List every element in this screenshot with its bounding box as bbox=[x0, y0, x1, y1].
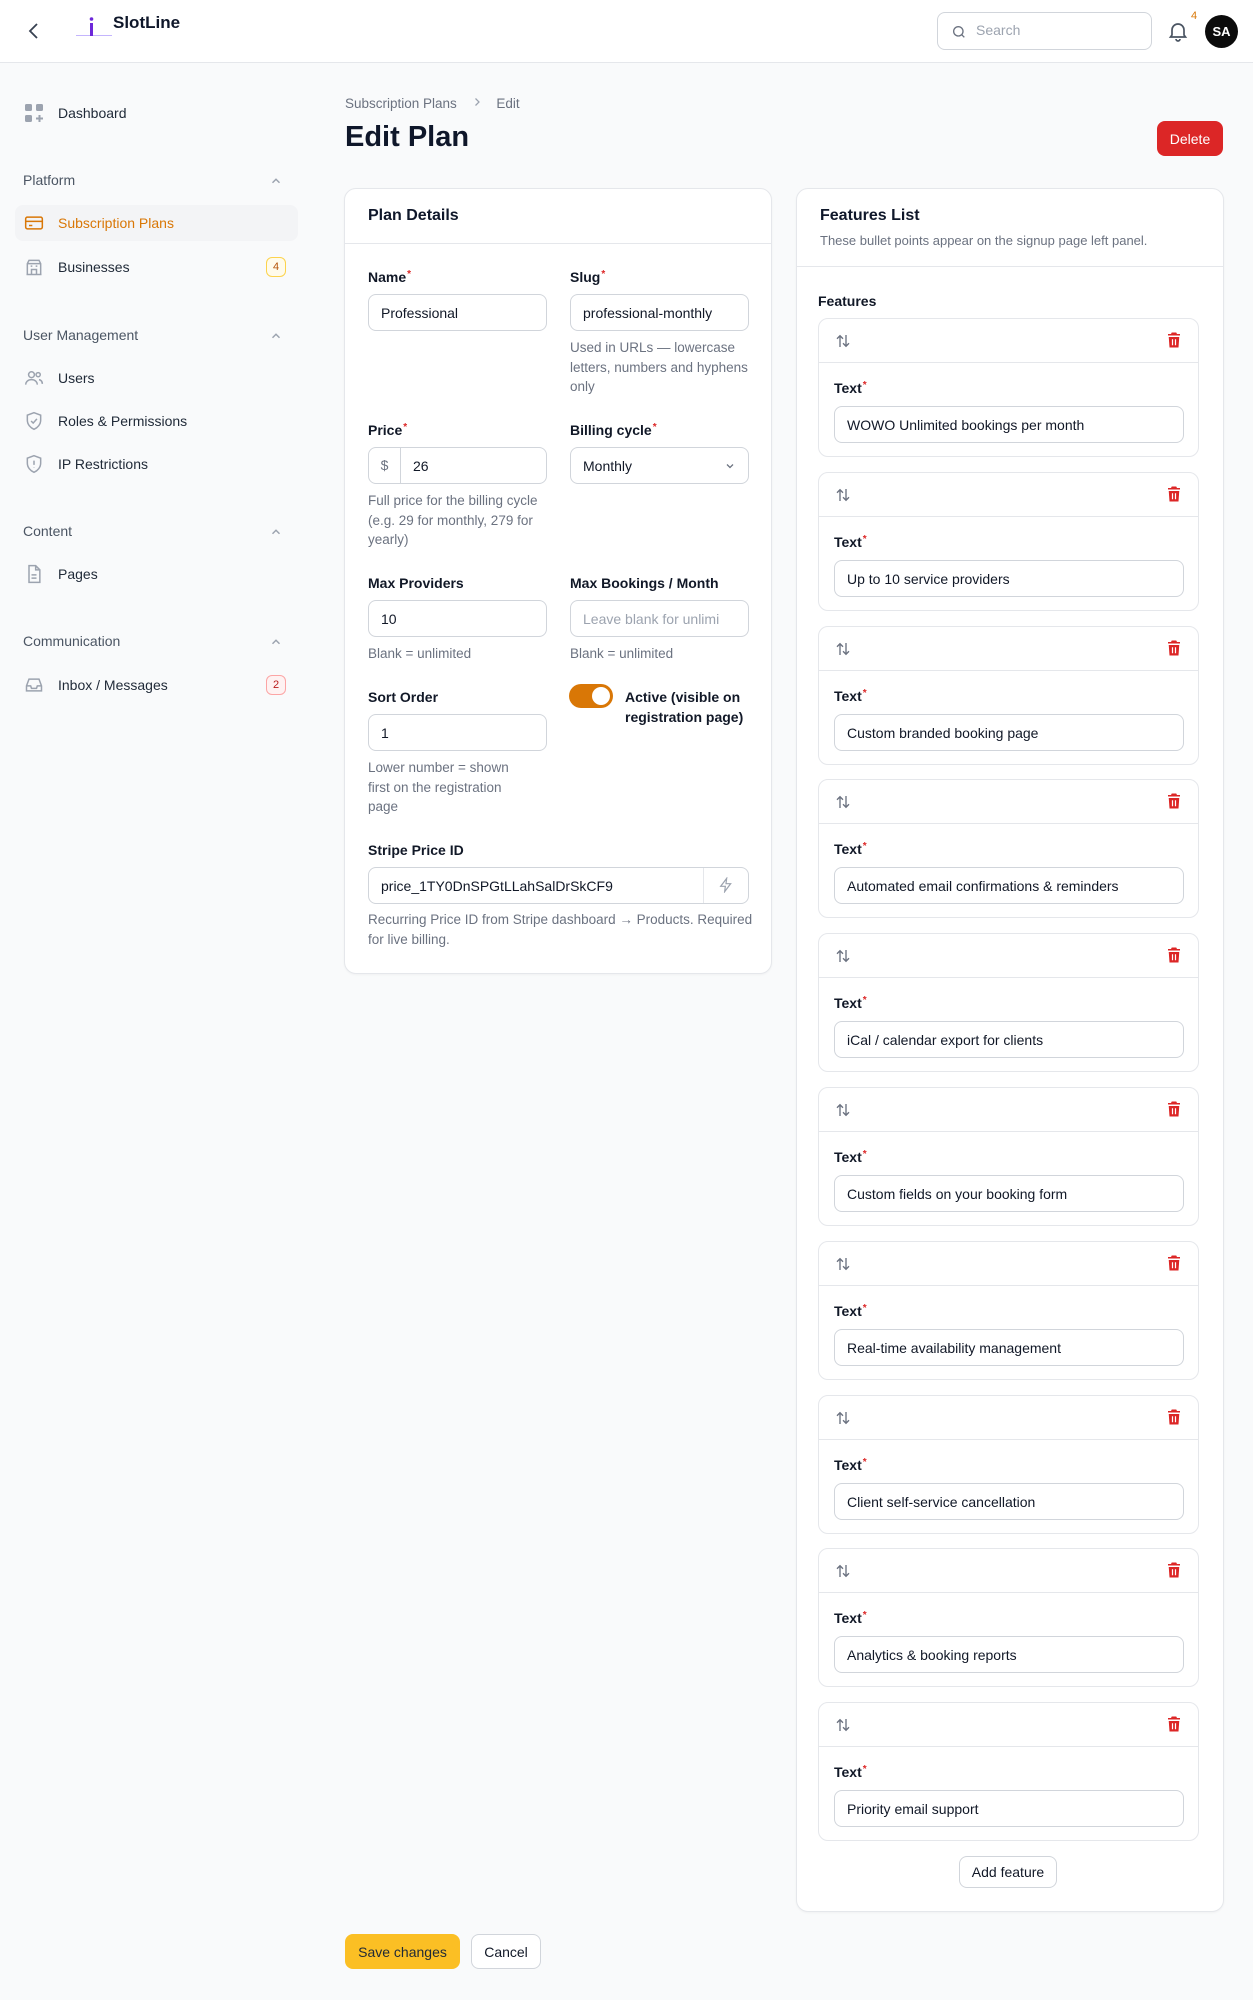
reorder-icon[interactable] bbox=[834, 1716, 852, 1734]
sidebar-item-label: Users bbox=[58, 370, 95, 386]
feature-item-header bbox=[819, 1549, 1198, 1593]
max-providers-help: Blank = unlimited bbox=[368, 646, 472, 661]
credit-card-icon bbox=[24, 213, 44, 233]
sidebar-item-label: Inbox / Messages bbox=[58, 677, 168, 693]
feature-item-header bbox=[819, 319, 1198, 363]
breadcrumb bbox=[345, 96, 520, 111]
price-label: Price* bbox=[368, 422, 408, 438]
feature-item-header bbox=[819, 1703, 1198, 1747]
trash-icon[interactable] bbox=[1165, 946, 1183, 964]
feature-item-header bbox=[819, 627, 1198, 671]
group-label: Platform bbox=[23, 172, 76, 188]
slug-help: Used in URLs — lowercase letters, numbers and hyphens only bbox=[570, 340, 748, 394]
stripe-price-help: Recurring Price ID from Stripe dashboard → Products. Required for live billing. bbox=[368, 912, 753, 947]
reorder-icon[interactable] bbox=[834, 1562, 852, 1580]
reorder-icon[interactable] bbox=[834, 793, 852, 811]
group-label: Content bbox=[23, 523, 73, 539]
features-label: Features bbox=[818, 293, 877, 309]
page-title: Edit Plan bbox=[345, 121, 470, 153]
add-feature-button[interactable]: Add feature bbox=[959, 1856, 1057, 1888]
feature-item bbox=[818, 1548, 1199, 1687]
logo-icon bbox=[75, 14, 113, 38]
chevron-up-icon bbox=[269, 525, 283, 539]
feature-item-header bbox=[819, 473, 1198, 517]
reorder-icon[interactable] bbox=[834, 1409, 852, 1427]
chevron-right-icon bbox=[471, 96, 483, 108]
feature-text-label: Text* bbox=[834, 1764, 867, 1780]
feature-text-input[interactable]: iCal / calendar export for clients bbox=[834, 1021, 1184, 1058]
max-bookings-label: Max Bookings / Month bbox=[570, 575, 719, 591]
reorder-icon[interactable] bbox=[834, 486, 852, 504]
building-icon bbox=[24, 257, 44, 277]
sidebar-group-content[interactable] bbox=[23, 523, 293, 539]
sidebar-item-label: IP Restrictions bbox=[58, 456, 148, 472]
shield-alert-icon bbox=[24, 454, 44, 474]
notification-count: 4 bbox=[1191, 10, 1198, 22]
search-icon bbox=[951, 24, 967, 40]
reorder-icon[interactable] bbox=[834, 1255, 852, 1273]
feature-item-header bbox=[819, 1242, 1198, 1286]
reorder-icon[interactable] bbox=[834, 640, 852, 658]
count-badge: 2 bbox=[266, 675, 286, 695]
billing-cycle-label: Billing cycle* bbox=[570, 422, 657, 438]
feature-text-label: Text* bbox=[834, 1610, 867, 1626]
feature-text-input[interactable]: Custom fields on your booking form bbox=[834, 1175, 1184, 1212]
stripe-price-input-group[interactable] bbox=[368, 867, 749, 904]
chevron-left-icon[interactable] bbox=[22, 19, 46, 43]
max-bookings-help: Blank = unlimited bbox=[570, 646, 674, 661]
stripe-price-label: Stripe Price ID bbox=[368, 842, 464, 858]
sidebar-group-platform[interactable] bbox=[23, 172, 293, 188]
trash-icon[interactable] bbox=[1165, 1100, 1183, 1118]
sidebar-item-label: Dashboard bbox=[58, 105, 127, 121]
name-input[interactable]: Professional bbox=[368, 294, 547, 331]
feature-text-label: Text* bbox=[834, 841, 867, 857]
trash-icon[interactable] bbox=[1165, 792, 1183, 810]
search-input[interactable] bbox=[976, 22, 1141, 38]
card-title: Plan Details bbox=[368, 207, 459, 224]
feature-text-input[interactable]: WOWO Unlimited bookings per month bbox=[834, 406, 1184, 443]
sidebar-item-subscription-plans[interactable] bbox=[15, 205, 298, 241]
feature-item bbox=[818, 779, 1199, 918]
feature-item bbox=[818, 1241, 1199, 1380]
sidebar-item-users[interactable] bbox=[15, 360, 298, 396]
feature-item bbox=[818, 318, 1199, 457]
feature-item bbox=[818, 933, 1199, 1072]
feature-text-input[interactable]: Real-time availability management bbox=[834, 1329, 1184, 1366]
feature-text-label: Text* bbox=[834, 534, 867, 550]
chevron-up-icon bbox=[269, 174, 283, 188]
dashboard-icon bbox=[24, 103, 44, 123]
card-header bbox=[345, 189, 771, 244]
feature-item bbox=[818, 1702, 1199, 1841]
feature-text-label: Text* bbox=[834, 380, 867, 396]
reorder-icon[interactable] bbox=[834, 1101, 852, 1119]
chevron-down-icon bbox=[724, 460, 736, 472]
price-prefix: $ bbox=[369, 448, 401, 483]
delete-button[interactable]: Delete bbox=[1157, 121, 1223, 156]
active-toggle[interactable] bbox=[569, 684, 613, 708]
name-label: Name* bbox=[368, 269, 412, 285]
feature-text-input[interactable]: Up to 10 service providers bbox=[834, 560, 1184, 597]
card-title: Features List bbox=[820, 207, 920, 224]
sort-order-label: Sort Order bbox=[368, 689, 439, 705]
feature-text-label: Text* bbox=[834, 1149, 867, 1165]
sidebar-item-pages[interactable] bbox=[15, 556, 298, 592]
feature-item-header bbox=[819, 780, 1198, 824]
chevron-up-icon bbox=[269, 329, 283, 343]
stripe-price-input[interactable]: price_1TY0DnSPGtLLahSalDrSkCF9 bbox=[381, 878, 613, 894]
breadcrumb-parent[interactable]: Subscription Plans bbox=[345, 96, 457, 111]
slug-input[interactable]: professional-monthly bbox=[570, 294, 749, 331]
billing-cycle-select[interactable] bbox=[570, 447, 749, 484]
sidebar-item-inbox[interactable] bbox=[15, 667, 298, 703]
sidebar-item-businesses[interactable] bbox=[15, 249, 298, 285]
sidebar-item-label: Pages bbox=[58, 566, 98, 582]
sidebar-item-label: Subscription Plans bbox=[58, 215, 174, 231]
sidebar-group-communication[interactable] bbox=[23, 633, 293, 649]
feature-text-input[interactable]: Automated email confirmations & reminders bbox=[834, 867, 1184, 904]
price-input[interactable]: 26 bbox=[413, 458, 429, 474]
feature-text-label: Text* bbox=[834, 1303, 867, 1319]
sidebar-item-label: Roles & Permissions bbox=[58, 413, 188, 429]
sort-order-input[interactable]: 1 bbox=[368, 714, 547, 751]
avatar[interactable]: SA bbox=[1205, 15, 1238, 48]
active-label: Active (visible on registration page) bbox=[625, 689, 744, 725]
card-description: These bullet points appear on the signup page left panel. bbox=[820, 233, 1148, 248]
trash-icon[interactable] bbox=[1165, 1715, 1183, 1733]
cancel-button[interactable]: Cancel bbox=[471, 1934, 541, 1969]
trash-icon[interactable] bbox=[1165, 639, 1183, 657]
count-badge: 4 bbox=[266, 257, 286, 277]
feature-text-label: Text* bbox=[834, 688, 867, 704]
feature-item bbox=[818, 472, 1199, 611]
feature-text-input[interactable]: Client self-service cancellation bbox=[834, 1483, 1184, 1520]
document-icon bbox=[24, 564, 44, 584]
feature-item bbox=[818, 626, 1199, 765]
trash-icon[interactable] bbox=[1165, 1408, 1183, 1426]
group-label: Communication bbox=[23, 633, 121, 649]
sidebar-item-label: Businesses bbox=[58, 259, 130, 275]
max-bookings-input[interactable]: Leave blank for unlimi bbox=[570, 600, 749, 637]
chevron-up-icon bbox=[269, 635, 283, 649]
brand-name: SlotLine bbox=[113, 13, 181, 32]
feature-text-input[interactable]: Analytics & booking reports bbox=[834, 1636, 1184, 1673]
billing-cycle-value: Monthly bbox=[583, 458, 633, 474]
max-providers-label: Max Providers bbox=[368, 575, 464, 591]
lightning-icon bbox=[718, 877, 734, 893]
trash-icon[interactable] bbox=[1165, 485, 1183, 503]
feature-text-label: Text* bbox=[834, 995, 867, 1011]
sidebar-item-ip-restrictions[interactable] bbox=[15, 446, 298, 482]
max-providers-input[interactable]: 10 bbox=[368, 600, 547, 637]
feature-item bbox=[818, 1087, 1199, 1226]
feature-item-header bbox=[819, 1396, 1198, 1440]
stripe-action-button[interactable] bbox=[703, 868, 748, 903]
search-box[interactable] bbox=[937, 12, 1152, 50]
feature-item-header bbox=[819, 1088, 1198, 1132]
feature-text-input[interactable]: Priority email support bbox=[834, 1790, 1184, 1827]
bell-icon[interactable] bbox=[1166, 19, 1190, 43]
inbox-icon bbox=[24, 675, 44, 695]
reorder-icon[interactable] bbox=[834, 947, 852, 965]
save-button[interactable]: Save changes bbox=[345, 1934, 460, 1969]
top-bar bbox=[0, 0, 1253, 63]
sidebar-group-user-management[interactable] bbox=[23, 327, 293, 343]
feature-text-input[interactable]: Custom branded booking page bbox=[834, 714, 1184, 751]
feature-item bbox=[818, 1395, 1199, 1534]
trash-icon[interactable] bbox=[1165, 1561, 1183, 1579]
sidebar-item-dashboard[interactable] bbox=[15, 95, 298, 131]
sidebar-item-roles[interactable] bbox=[15, 403, 298, 439]
feature-item-header bbox=[819, 934, 1198, 978]
trash-icon[interactable] bbox=[1165, 1254, 1183, 1272]
users-icon bbox=[24, 368, 44, 388]
price-help: Full price for the billing cycle (e.g. 29 for monthly, 279 for yearly) bbox=[368, 493, 538, 547]
card-header bbox=[797, 189, 1223, 267]
breadcrumb-current: Edit bbox=[496, 96, 520, 111]
reorder-icon[interactable] bbox=[834, 332, 852, 350]
shield-check-icon bbox=[24, 411, 44, 431]
feature-text-label: Text* bbox=[834, 1457, 867, 1473]
sort-order-help: Lower number = shown first on the registration page bbox=[368, 760, 509, 814]
trash-icon[interactable] bbox=[1165, 331, 1183, 349]
group-label: User Management bbox=[23, 327, 139, 343]
price-input-group[interactable] bbox=[368, 447, 547, 484]
slug-label: Slug* bbox=[570, 269, 606, 285]
